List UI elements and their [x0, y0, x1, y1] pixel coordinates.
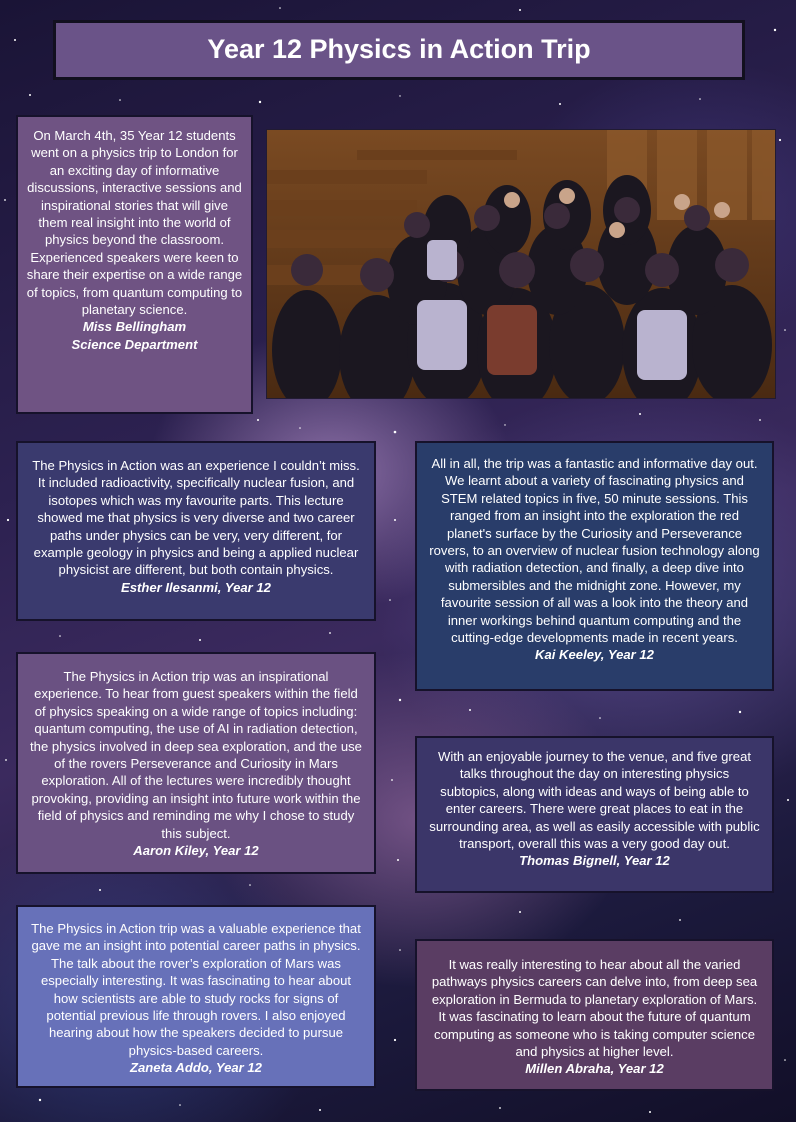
testimonial-text: The Physics in Action trip was an inspirational experience. To hear from guest speakers within the field of physics speaking on a wide range of topics including: quantum computing, the use of AI in radiation detection, the physics involved in deep sea exploration, and the use of the rovers Perseverance and Curiosity in Mars exploration. All of the lectures were incredibly thought provoking, providing an insight into future work within the field of physics and reminding me why I chose to study this subject. — [30, 669, 362, 841]
page-title: Year 12 Physics in Action Trip — [207, 34, 591, 65]
testimonial-author: Zaneta Addo, Year 12 — [130, 1060, 262, 1076]
testimonial-millen — [415, 939, 774, 1091]
testimonial-text: With an enjoyable journey to the venue, and five great talks throughout the day on interesting physics subtopics, along with ideas and ways of being able to enter careers. There were great places to eat in the surrounding area, as well as easily accessible with public transport, overall this was a very good day out. — [429, 749, 760, 852]
group-photo — [266, 129, 776, 399]
testimonial-thomas — [415, 736, 774, 893]
intro-text: On March 4th, 35 Year 12 students went on a physics trip to London for an exciting day of informative discussions, interactive sessions and inspirational stories that will give them real insight into the world of physics beyond the classroom. Experienced speakers were keen to share their expertise on a wide range of topics, from quantum computing to planetary science. — [26, 128, 243, 318]
testimonial-esther — [16, 441, 376, 621]
testimonial-text: The Physics in Action was an experience I couldn’t miss. It included radioactivity, specifically nuclear fusion, and isotopes which was my favourite parts. This lecture showed me that physics is very diverse and two career paths under physics can be very, very different, for example geology in physics and being a applied nuclear physicist are different, but both contain physics. — [32, 458, 360, 578]
testimonial-author: Kai Keeley, Year 12 — [535, 647, 654, 663]
intro-author: Miss Bellingham — [82, 319, 187, 335]
title-banner — [53, 20, 745, 80]
intro-department: Science Department — [71, 336, 198, 352]
testimonial-text: The Physics in Action trip was a valuable experience that gave me an insight into potential career paths in physics. The talk about the rover’s exploration of Mars was especially interesting. It was fascinating to hear about how scientists are able to study rocks for signs of potential previous life through rovers. I also enjoyed hearing about how the speakers decided to pursue physics-based careers. — [31, 921, 361, 1058]
testimonial-author: Aaron Kiley, Year 12 — [133, 843, 259, 859]
testimonial-author: Thomas Bignell, Year 12 — [519, 853, 670, 869]
intro-panel — [16, 115, 253, 414]
testimonial-author: Millen Abraha, Year 12 — [525, 1061, 664, 1077]
testimonial-kai — [415, 441, 774, 691]
testimonial-text: All in all, the trip was a fantastic and informative day out. We learnt about a variety of fascinating physics and STEM related topics in five, 50 minute sessions. This ranged from an insight into the exploration the red planet's surface by the Curiosity and Perseverance rovers, to an overview of nuclear fusion technology along with radiation detection, and finally, a deep dive into submersibles and the midnight zone. However, my favourite session of all was a look into the theory and inner workings behind quantum computing and the cutting-edge developments made in recent years. — [429, 456, 760, 646]
testimonial-text: It was really interesting to hear about all the varied pathways physics careers can delve into, from deep sea exploration in Bermuda to planetary exploration of Mars. It was fascinating to learn about the future of quantum computing as someone who is taking computer science and physics at higher level. — [431, 957, 758, 1060]
testimonial-zaneta — [16, 905, 376, 1088]
testimonial-aaron — [16, 652, 376, 874]
testimonial-author: Esther Ilesanmi, Year 12 — [121, 579, 271, 595]
